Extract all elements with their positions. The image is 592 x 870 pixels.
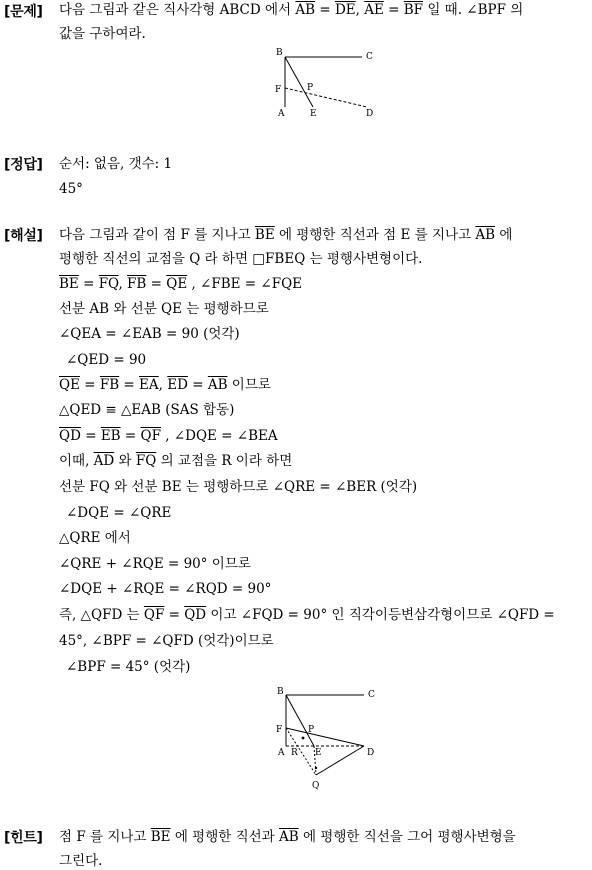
- label-d: D: [366, 109, 374, 119]
- label-q: Q: [312, 781, 320, 791]
- text: 에 평행한 직선과: [170, 829, 279, 845]
- hint-line-2: 그린다.: [59, 853, 103, 869]
- label-e: E: [315, 748, 322, 758]
- text: =: [78, 276, 99, 292]
- solution-line-2: 평행한 직선의 교점을 Q 라 하면 □FBEQ 는 평행사변형이다.: [59, 251, 423, 267]
- problem-label: [문제]: [4, 4, 43, 20]
- label-r: R: [291, 748, 298, 758]
- segment: $\overline{FQ}$: [135, 453, 157, 469]
- text: 에 평행한 직선과 점 E 를 지나고: [274, 227, 476, 243]
- segment: $\overline{AB}$: [278, 829, 299, 845]
- label-f: F: [275, 85, 282, 95]
- solution-line-10: [59, 452, 292, 470]
- solution-line-7: [59, 376, 271, 394]
- segment: $\overline{ED}$: [167, 377, 188, 393]
- text: =: [120, 428, 141, 444]
- label-p: P: [307, 83, 314, 93]
- text: ,: [158, 377, 168, 393]
- answer-line-1: 순서: 없음, 갯수: 1: [59, 156, 173, 172]
- segment: $\overline{EB}$: [100, 428, 121, 444]
- text: 점 F 를 지나고: [59, 829, 151, 845]
- text: 에: [495, 227, 513, 243]
- label-e: E: [310, 109, 317, 119]
- segment: $\overline{QE}$: [59, 377, 80, 393]
- segment: $\overline{QE}$: [166, 276, 188, 292]
- text: =: [187, 377, 208, 393]
- label-a: A: [278, 109, 285, 119]
- solution-line-17: 45°, ∠BPF = ∠QFD (엇각)이므로: [59, 633, 274, 649]
- segment: $\overline{BE}$: [150, 829, 171, 845]
- segment: $\overline{QD}$: [184, 607, 207, 623]
- segment: $\overline{QF}$: [140, 428, 161, 444]
- label-f: F: [276, 725, 283, 735]
- text: =: [315, 2, 335, 18]
- label-b: B: [277, 687, 284, 697]
- text: ,: [118, 276, 128, 292]
- hint-label: [힌트]: [4, 830, 43, 846]
- solution-line-13: △QRE 에서: [59, 530, 131, 546]
- text: ,: [355, 2, 365, 18]
- segment: $\overline{AD}$: [93, 453, 115, 469]
- text: 에 평행한 직선을 그어 평행사변형을: [298, 829, 516, 845]
- answer-line-2: 45°: [59, 181, 83, 197]
- segment: $\overline{QF}$: [143, 607, 165, 623]
- text: , ∠FBE = ∠FQE: [187, 276, 303, 292]
- segment: $\overline{FQ}$: [98, 276, 119, 292]
- solution-line-14: ∠QRE + ∠RQE = 90° 이므로: [59, 556, 251, 572]
- solution-label: [해설]: [4, 228, 43, 244]
- text: =: [80, 428, 101, 444]
- segment: $\overline{BE}$: [59, 276, 79, 292]
- text: 다음 그림과 같이 점 F 를 지나고: [59, 227, 255, 243]
- label-c: C: [368, 690, 375, 700]
- text: =: [146, 276, 167, 292]
- text: =: [164, 607, 185, 623]
- label-d: D: [367, 748, 375, 758]
- segment: $\overline{BE}$: [254, 227, 275, 243]
- solution-line-16: [59, 606, 555, 624]
- text: 와: [114, 453, 136, 469]
- label-b: B: [276, 48, 283, 58]
- problem-line-1: [59, 1, 523, 19]
- solution-line-11: 선분 FQ 와 선분 BE 는 평행하므로 ∠QRE = ∠BER (엇각): [59, 479, 418, 495]
- text: =: [383, 2, 404, 18]
- segment: $\overline{FB}$: [127, 276, 147, 292]
- segment-ab: $\overline{AB}$: [295, 2, 316, 18]
- text: 다음 그림과 같은 직사각형 ABCD 에서: [59, 2, 296, 18]
- text: 이고 ∠FQD = 90° 인 직각이등변삼각형이므로 ∠QFD =: [206, 607, 555, 623]
- solution-line-5: ∠QEA = ∠EAB = 90 (엇각): [59, 326, 240, 342]
- solution-line-18: ∠BPF = 45° (엇각): [66, 659, 191, 675]
- figure-parallelogram-construction: [272, 684, 382, 794]
- label-p: P: [308, 725, 315, 735]
- solution-line-12: ∠DQE = ∠QRE: [66, 505, 172, 521]
- answer-label: [정답]: [4, 157, 43, 173]
- segment-de: $\overline{DE}$: [334, 2, 356, 18]
- text: =: [119, 377, 140, 393]
- solution-line-15: ∠DQE + ∠RQE = ∠RQD = 90°: [59, 581, 272, 597]
- segment: $\overline{EA}$: [139, 377, 159, 393]
- solution-line-9: [59, 427, 278, 445]
- text: 즉, △QFD 는: [59, 607, 144, 623]
- segment: $\overline{FB}$: [99, 377, 120, 393]
- hint-line-1: [59, 828, 516, 846]
- segment: $\overline{QD}$: [59, 428, 81, 444]
- figure-rectangle-abcd: [270, 45, 380, 120]
- text: 이때,: [59, 453, 94, 469]
- segment: $\overline{AB}$: [475, 227, 496, 243]
- text: 의 교점을 R 이라 하면: [156, 453, 293, 469]
- solution-line-6: ∠QED = 90: [66, 352, 147, 368]
- label-a: A: [278, 748, 285, 758]
- solution-line-1: [59, 226, 512, 244]
- solution-line-3: [59, 275, 302, 293]
- label-c: C: [366, 52, 373, 62]
- solution-line-8: △QED ≡ △EAB (SAS 합동): [59, 402, 235, 418]
- segment-bf: $\overline{BF}$: [403, 2, 424, 18]
- problem-line-2: 값을 구하여라.: [59, 26, 146, 42]
- segment: $\overline{AB}$: [207, 377, 228, 393]
- text: =: [79, 377, 100, 393]
- text: 일 때. ∠BPF 의: [423, 2, 524, 18]
- solution-line-4: 선분 AB 와 선분 QE 는 평행하므로: [59, 301, 269, 317]
- text: 이므로: [227, 377, 271, 393]
- segment-ae: $\overline{AE}$: [364, 2, 384, 18]
- text: , ∠DQE = ∠BEA: [160, 428, 278, 444]
